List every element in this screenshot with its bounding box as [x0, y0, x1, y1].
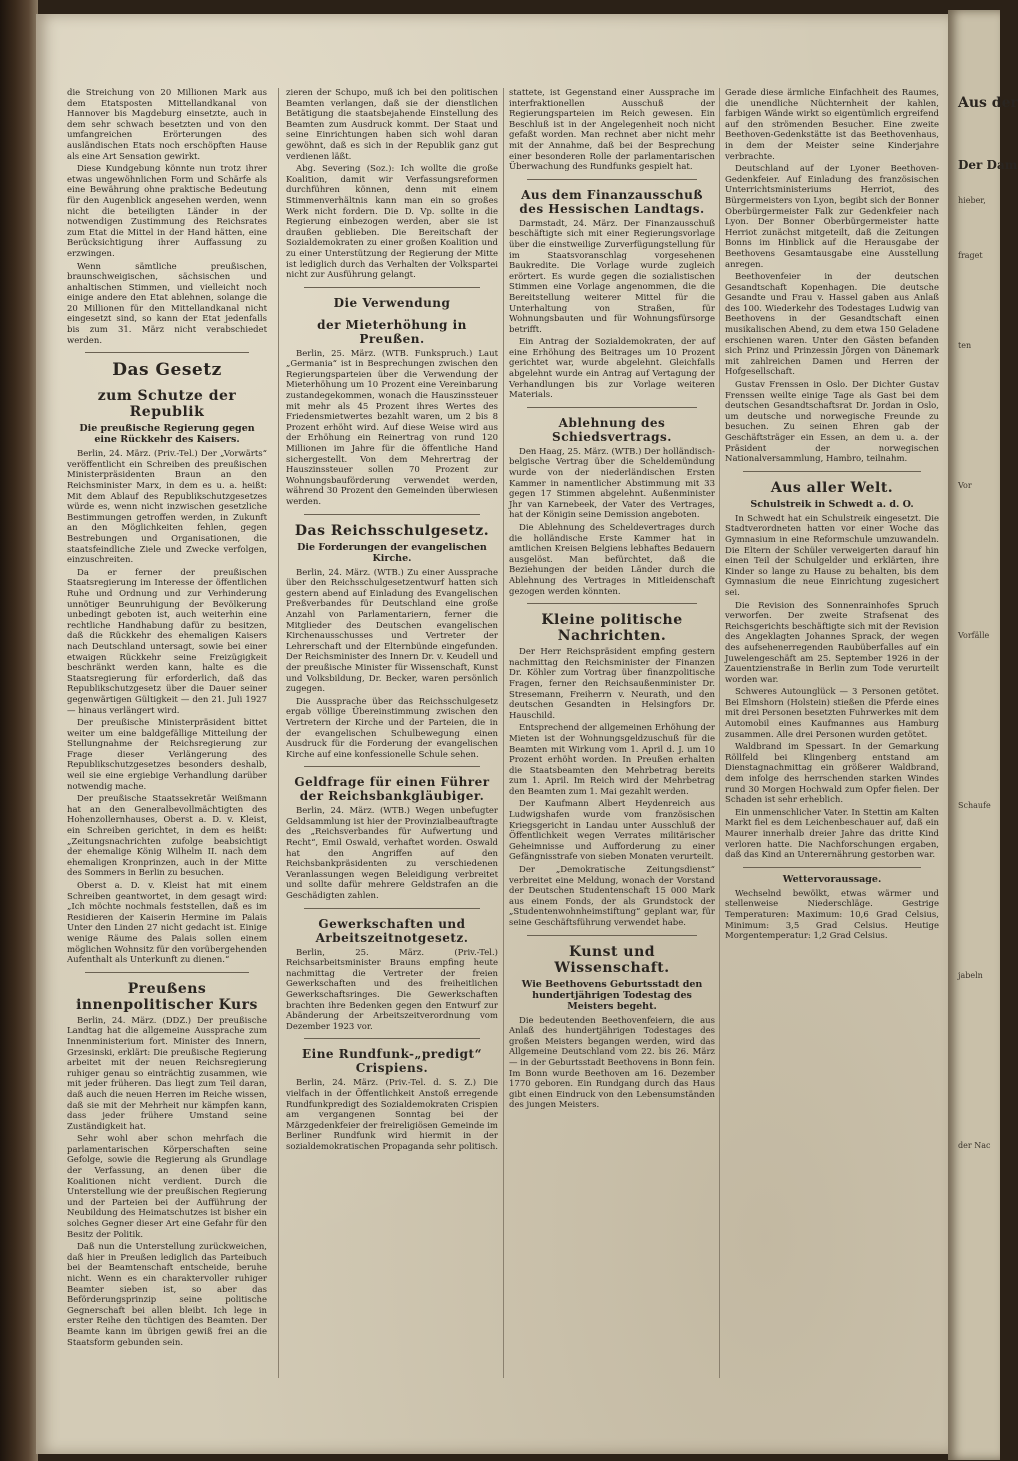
article-text: Entsprechend der allgemeinen Erhöhung der Mieten ist der Wohnungsgeldzuschuß für die Beamten mit Wirkung vom 1. April d. J. um 10 Prozent erhöht worden. In Preußen erhalten die Staatsbeamten den Mehrbetrag bereits zum 1. April. Im Reich wird der Mehrbetrag den Beamten zum 1. Mai gezahlt werden.	[509, 723, 715, 797]
adjacent-heading-2: Der Dam	[958, 158, 1018, 172]
adjacent-fragment: Schaufe	[958, 801, 991, 810]
article-divider	[304, 908, 480, 909]
headline: Geldfrage für einen Führer der Reichsbankgläubiger.	[294, 775, 490, 804]
article-text: Gerade diese ärmliche Einfachheit des Raumes, die unendliche Nüchternheit der kahlen, farbigen Wände wirkt so eigentümlich ergreifend auf den strömenden Besucher. Eine zweite Beethoven-Gedenkstätte ist das Beethovenhaus, in dem der Meister seine Kinderjahre verbrachte.	[725, 88, 939, 162]
headline: Das Gesetz	[112, 360, 222, 381]
headline: Aus dem Finanzausschuß des Hessischen Landtags.	[519, 187, 705, 216]
article-text: Die Revision des Sonnenrainhofes Spruch verworfen. Der zweite Strafsenat des Reichsgerichts beschäftigte sich mit der Revision des Angeklagten Johannes Sprack, der wegen des aufsehenerregenden Raubüberfalles auf ein Juwelengeschäft am 25. September 1926 in der Zauentzienstraße in Berlin zum Tode verurteilt worden war.	[725, 600, 939, 685]
article-text: Darmstadt, 24. März. Der Finanzausschuß beschäftigte sich mit einer Regierungsvorlage über die einstweilige Zurverfügungstellung für im Staatsvoranschlag vorgesehenen Baukredite. Die Vorlage wurde zugleich erörtert. Es wurde gegen die sozialistischen Stimmen eine Vorlage angenommen, die die Bereitstellung weiterer Mittel für die Unterhaltung von Straßen, für Wohnungsbauten und für Wohnungsfürsorge betrifft.	[509, 218, 715, 335]
adjacent-fragment: der Nac	[958, 1141, 991, 1150]
article-divider	[527, 407, 697, 408]
article-divider	[85, 972, 249, 973]
article-text: Berlin, 24. März. (Priv.-Tel.) Der „Vorwärts“ veröffentlicht ein Schreiben des preußischen Ministerpräsidenten Braun an den Reichsminister Marx, in dem es u. a. heißt: Mit dem Ablauf des Republikschutzgesetzes würde es, wenn nicht inzwischen gesetzliche Bestimmungen getroffen werden, in Zukunft an den Möglichkeiten fehlen, gegen Bestrebungen und Organisationen, die staatsfeindliche Ziele und Zwecke verfolgen, einzuschreiten.	[67, 449, 267, 566]
article-divider	[743, 867, 921, 868]
article-text: Wenn sämtliche preußischen, braunschweigischen, sächsischen und anhaltischen Stimmen, und vielleicht noch einige andere den Etat ablehnen, solange die 20 Millionen für den Mittellandkanal nicht eingesetzt sind, so kann der Etat jedenfalls bis zum 31. März nicht verabschiedet werden.	[67, 261, 267, 346]
article-divider	[527, 179, 697, 180]
article-text: Schweres Autounglück — 3 Personen getötet. Bei Elmshorn (Holstein) stießen die Pferde eines mit drei Personen besetzten Fuhrwerkes mit dem Automobil eines Kaufmannes aus Hamburg zusammen. Alle drei Personen wurden getötet.	[725, 687, 939, 740]
article-text: Ein unmenschlicher Vater. In Stettin am Kalten Markt fiel es dem Leichenbeschauer auf, daß ein Maurer innerhalb dreier Jahre das dritte Kind verloren hatte. Die Nachforschungen ergaben, daß das Kind an Unterernährung gestorben war.	[725, 807, 939, 861]
headline: Preußens innenpolitischer Kurs	[76, 980, 258, 1013]
article-text: Der preußische Ministerpräsident bittet weiter um eine baldgefällige Mitteilung der Stellungnahme der Reichsregierung zur Frage dieser Verlängerung des Republikschutzgesetzes besonders deshalb, weil sie eine ergiebige Verhandlung darüber notwendig mache.	[67, 718, 267, 792]
subheadline: Die preußische Regierung gegen eine Rückkehr des Kaisers.	[79, 423, 255, 446]
headline: Die Verwendung	[333, 295, 451, 310]
article-text: die Streichung von 20 Millionen Mark aus dem Etatsposten Mittellandkanal von Hannover bis Magdeburg einsetzte, auch in dem sehr schwach besetzten und von den umfangreichen Erörterungen des ausländischen Etats noch erschöpften Hause als eine Art Sensation gewirkt.	[67, 88, 267, 162]
article-divider	[304, 1038, 480, 1039]
subheadline: Wie Beethovens Geburtsstadt den hundertjährigen Todestag des Meisters begeht.	[521, 978, 703, 1012]
article-text: Diese Kundgebung könnte nun trotz ihrer etwas ungewöhnlichen Form und Schärfe als eine Bewährung ohne praktische Bedeutung für den Augenblick angesehen werden, wenn nicht die beteiligten Länder in der notwendigen Zustimmung des Reichsrates zum Etat die Mittel in der Hand hätten, eine Berücksichtigung ihrer Auffassung zu erzwingen.	[67, 164, 267, 259]
article-text: Sehr wohl aber schon mehrfach die parlamentarischen Körperschaften seine Gefolge, sowie die Regierung als Grundlage der Verfassung, an denen über die Koalitionen nicht verdient. Durch die Unterstellung wie der preußischen Regierung und der Parteien bei der Aufführung der Neubildung des Heimatschutzes ist bisher ein solches Gegner dieser Art eine Gefahr für den Besitz der Politik.	[67, 1134, 267, 1240]
adjacent-fragment: hieber,	[958, 196, 986, 205]
article-text: Berlin, 25. März. (Priv.-Tel.) Reichsarbeitsminister Brauns empfing heute nachmittag die Vertreter der freien Gewerkschaften und des freiheitlichen Gewerkschaftsringes. Die Gewerkschaften brachten ihre Bedenken gegen den Entwurf zur Abänderung der Arbeitszeitverordnung vom Dezember 1923 vor.	[286, 947, 498, 1032]
article-text: Der Herr Reichspräsident empfing gestern nachmittag den Reichsminister der Finanzen Dr. Köhler zum Vortrag über finanzpolitische Fragen, ferner den Reichsaußenminister Dr. Stresemann, Freiherrn v. Neurath, und den deutschen Gesandten in Helsingfors Dr. Hauschild.	[509, 647, 715, 721]
article-divider	[304, 766, 480, 767]
article-divider	[743, 471, 921, 472]
article-text: zieren der Schupo, muß ich bei den politischen Beamten verlangen, daß sie der dienstlichen Betätigung die staatsbejahende Einstellung des Beamten zum Ausdruck kommt. Der Staat und seine Einrichtungen haben sich wohl daran gewöhnt, daß es sich in der Republik ganz gut verdienen läßt.	[286, 88, 498, 162]
article-text: In Schwedt hat ein Schulstreik eingesetzt. Die Stadtverordneten hatten vor einer Woche das Gymnasium in eine Reformschule umzuwandeln. Die Eltern der Schüler verweigerten darauf hin einen Teil der Schulgelder und erklärten, ihre Kinder so lange zu Hause zu behalten, bis dem Gymnasium die neue Einrichtung zugesichert sei.	[725, 513, 939, 598]
headline: Ablehnung des Schiedsvertrags.	[552, 415, 672, 444]
subheadline: Wettervoraussage.	[782, 873, 882, 885]
column-2	[286, 88, 498, 1428]
article-text: stattete, ist Gegenstand einer Aussprache im interfraktionellen Ausschuß der Regierungsparteien im Reich gewesen. Ein Beschluß ist in der Angelegenheit noch nicht gefaßt worden. Man rechnet aber nicht mehr mit der Annahme, daß bei der Besprechung einer besonderen Rolle der parlamentarischen Überwachung des Rundfunks gespielt hat.	[509, 88, 715, 173]
article-text: Der Kaufmann Albert Heydenreich aus Ludwigshafen wurde vom französischen Kriegsgericht in Landau unter Ausschluß der Öffentlichkeit wegen Verrates militärischer Geheimnisse und Aufforderung zu einer Gefängnisstrafe von sieben Monaten verurteilt.	[509, 799, 715, 863]
column-3	[509, 88, 715, 1428]
adjacent-fragment: fraget	[958, 251, 983, 260]
column-divider	[278, 88, 279, 1378]
article-text: Berlin, 24. März. (WTB.) Zu einer Aussprache über den Reichsschulgesetzentwurf hatten sich gestern abend auf Einladung des Evangelischen Preßverbandes für Deutschland eine große Anzahl von Parlamentariern, ferner die Mitglieder des Deutschen evangelischen Kirchenausschusses und Vertreter der Lehrerschaft und der Elternbünde eingefunden. Der Reichsminister des Innern Dr. v. Keudell und der preußische Minister für Wissenschaft, Kunst und Volksbildung, Dr. Becker, waren persönlich zugegen.	[286, 567, 498, 695]
article-text: Berlin, 25. März. (WTB. Funkspruch.) Laut „Germania“ ist in Besprechungen zwischen den Regierungsparteien über die Verwendung der Mieterhöhung um 10 Prozent eine Vereinbarung zustandegekommen, wonach die Hauszinssteuer mit mehr als 45 Prozent ihres Wertes des Friedensmietwertes bezahlt waren, um 2 bis 8 Prozent erhöht wird. Auf diese Weise wird aus der Erhöhung ein Reinertrag von rund 120 Millionen im Jahre für die öffentliche Hand sichergestellt. Von dem Mehrertrag der Hauszinssteuer sollen 70 Prozent zur Wohnungsbauförderung verwendet werden, während 30 Prozent den Gemeinden überwiesen werden.	[286, 348, 498, 507]
article-divider	[304, 287, 480, 288]
column-1	[67, 88, 267, 1428]
adjacent-page-edge	[948, 10, 1018, 1460]
headline: Aus aller Welt.	[770, 479, 894, 496]
headline: Gewerkschaften und Arbeitszeitnotgesetz.	[315, 916, 469, 945]
subheadline: Die Forderungen der evangelischen Kirche.	[297, 541, 487, 564]
article-text: Daß nun die Unterstellung zurückweichen, daß hier in Preußen lediglich das Parteibuch bei der Beamtenschaft entscheide, beruhe nicht. Wenn es ein charaktervoller ruhiger Beamter sieben ist, so aber das Beförderungsprinzip seine politische Gegnerschaft bei allen bleibt. Ich lege in erster Reihe den tüchtigen des Beamten. Der Beamte kann im übrigen gewiß frei an die Staatsform gebunden sein.	[67, 1242, 267, 1348]
article-text: Berlin, 24. März. (WTB.) Wegen unbefugter Geldsammlung ist hier der Provinzialbeauftragte des „Reichsverbandes für Aufwertung und Recht“, Emil Oswald, verhaftet worden. Oswald hat den Angriffen auf den Reichsbankpräsidenten zu verschiedenen Veranlassungen wegen Beleidigung verbreitet und sollte dafür mehrere Geldstrafen an die Geschädigten zahlen.	[286, 806, 498, 902]
article-text: Waldbrand im Spessart. In der Gemarkung Röllfeld bei Klingenberg entstand am Dienstagnachmittag ein größerer Waldbrand, dem infolge des herrschenden starken Windes rund 30 Morgen Hochwald zum Opfer fielen. Der Schaden ist sehr erheblich.	[725, 742, 939, 806]
article-text: Wechselnd bewölkt, etwas wärmer und stellenweise Niederschläge. Gestrige Temperaturen: Maximum: 10,6 Grad Celsius, Minimum: 3,5 Grad Celsius. Heutige Morgentemperatur: 1,2 Grad Celsius.	[725, 888, 939, 942]
book-binding	[0, 0, 38, 1461]
article-text: Den Haag, 25. März. (WTB.) Der holländisch-belgische Vertrag über die Scheldemündung wurde von der niederländischen Ersten Kammer in namentlicher Abstimmung mit 33 gegen 17 Stimmen abgelehnt. Außenminister Jhr van Karnebeek, der Vater des Vertrages, hat der Königin seine Demission angeboten.	[509, 446, 715, 521]
article-text: Beethovenfeier in der deutschen Gesandtschaft Kopenhagen. Die deutsche Gesandte und Frau v. Hassel gaben aus Anlaß des 100. Wiederkehr des Todestages Ludwig van Beethovens in der Gesandtschaft einen musikalischen Abend, zu dem etwa 150 Geladene erschienen waren. Unter den Gästen befanden sich Prinz und Prinzessin Jörgen von Dänemark mit zahlreichen Damen und Herren der Hofgesellschaft.	[725, 272, 939, 378]
adjacent-fragment: Vor	[958, 481, 972, 490]
article-text: Abg. Severing (Soz.): Ich wollte die große Koalition, damit wir Verfassungsreformen durchführen können, denn mit einem Stimmenverhältnis kann man ein so großes Werk nicht fordern. Die D. Vp. sollte in die Regierung einbezogen werden, aber sie ist draußen geblieben. Die Bereitschaft der Sozialdemokraten zu einer großen Koalition und zu einer Unterstützung der Regierung der Mitte ist lediglich durch das Verhalten der Volkspartei nicht zur Ausführung gelangt.	[286, 164, 498, 281]
article-divider	[304, 514, 480, 515]
article-divider	[85, 352, 249, 353]
article-text: Die Ablehnung des Scheldevertrages durch die holländische Erste Kammer hat in amtlichen Kreisen Belgiens lebhaftes Bedauern ausgelöst. Man befürchtet, daß die Beziehungen der beiden Länder durch die Ablehnung des Vertrages in Mitleidenschaft gezogen werden könnten.	[509, 523, 715, 597]
adjacent-heading-1: Aus der	[958, 95, 1018, 111]
adjacent-fragment: ten	[958, 341, 972, 350]
adjacent-fragment: Vorfälle	[958, 631, 990, 640]
article-text: Die bedeutenden Beethovenfeiern, die aus Anlaß des hundertjährigen Todestages des großen Meisters begangen werden, wird das Allgemeine Deutschland vom 22. bis 26. März — in der Geburtsstadt Beethovens in Bonn fein. Im Bonn wurde Beethoven am 16. Dezember 1770 geboren. Ein Rundgang durch das Haus gibt einen Eindruck von den Lebensumständen des jungen Meisters.	[509, 1015, 715, 1111]
headline: der Mieterhöhung in Preußen.	[317, 317, 467, 346]
article-text: Berlin, 24. März. (DDZ.) Der preußische Landtag hat die allgemeine Aussprache zum Innenministerium fort. Minister des Innern, Grzesinski, erklärt: Die preußische Regierung arbeitet mit der neuen Reichsregierung ruhiger genau so einträchtig zusammen, wie mit jeder früheren. Das liegt zum Teil daran, daß auch die neuen Herren im Reiche wissen, daß sie mit der Mehrheit nur kämpfen kann, dass jeder frühere Umstand seine Zuständigkeit hat.	[67, 1015, 267, 1132]
article-text: Oberst a. D. v. Kleist hat mit einem Schreiben geantwortet, in dem gesagt wird: „Ich möchte nochmals feststellen, daß es im Residieren der Kaiserin Hermine im Palais Unter den Linden 27 nicht gedacht ist. Einige wenige Räume des Palais sollen einem möglichen Wohnsitz für den vorübergehenden Aufenthalt als Unterkunft zu dienen.“	[67, 881, 267, 966]
article-text: Gustav Frenssen in Oslo. Der Dichter Gustav Frenssen weilte einige Tage als Gast bei dem deutschen Gesandtschaftsrat Dr. Jordan in Oslo, um deutsche und norwegische Freunde zu besuchen. Zu seinen Ehren gab der Geschäftsträger ein Essen, an dem u. a. der Präsident der norwegischen Nationalversammlung, Hambro, teilnahm.	[725, 380, 939, 465]
article-text: Da er ferner der preußischen Staatsregierung im Interesse der öffentlichen Ruhe und Ordnung und zur Verhinderung unnötiger Beunruhigung der Bevölkerung unbedingt geboten ist, auch weiterhin eine rechtliche Handhabung dafür zu besitzen, daß die Rückkehr des ehemaligen Kaisers nach Deutschland untersagt, sowie bei einer etwaigen Rückkehr seine Freizügigkeit beschränkt werden kann, halte es die Staatsregierung für erforderlich, daß das Republikschutzgesetz über die Dauer seiner gegenwärtigen Gültigkeit — den 21. Juli 1927 — hinaus verlängert wird.	[67, 567, 267, 716]
article-text: Der preußische Staatssekretär Weißmann hat an den Generalbevollmächtigten des Hohenzollernhauses, Oberst a. D. v. Kleist, ein Schreiben gerichtet, in dem es heißt: „Zeitungsnachrichten zufolge beabsichtigt der ehemalige König Wilhelm II. nach dem ehemaligen Kronprinzen, auch in der Mitte des Sommers in Berlin zu besuchen.	[67, 794, 267, 879]
article-text: Der „Demokratische Zeitungsdienst“ verbreitet eine Meldung, wonach der Vorstand der Deutschen Studentenschaft 15 000 Mark aus einem Fonds, der als Grundstock der „Studentenwohnheimstiftung“ geplant war, für seine Geschäftsführung verwendet habe.	[509, 865, 715, 928]
headline: zum Schutze der Republik	[97, 388, 237, 421]
headline: Kunst und Wissenschaft.	[554, 943, 670, 976]
article-text: Ein Antrag der Sozialdemokraten, der auf eine Erhöhung des Beitrages um 10 Prozent gerichtet war, wurde abgelehnt. Gleichfalls abgelehnt wurde ein Antrag auf Vertagung der Verhandlungen bis zur Vorlage weiteren Materials.	[509, 337, 715, 401]
headline: Das Reichsschulgesetz.	[294, 522, 490, 539]
column-4	[725, 88, 939, 1428]
headline: Eine Rundfunk-„predigt“ Crispiens.	[301, 1047, 482, 1076]
article-text: Deutschland auf der Lyoner Beethoven-Gedenkfeier. Auf Einladung des französischen Unterrichtsministeriums Herriot, des Bürgermeisters von Lyon, begibt sich der Bonner Oberbürgermeister Falk zur Gedenkfeier nach Lyon. Der Bonner Oberbürgermeister hatte Herriot zunächst mitgeteilt, daß die Zeitungen Bonns im Hinblick auf die Herausgabe der Beethovens Gesamtausgabe eine Ausstellung anregen.	[725, 164, 939, 270]
article-divider	[527, 603, 697, 604]
column-divider	[719, 88, 720, 1378]
headline: Kleine politische Nachrichten.	[541, 612, 683, 645]
subheadline: Schulstreik in Schwedt a. d. O.	[750, 498, 914, 510]
column-divider	[503, 88, 504, 1378]
adjacent-fragment: jabeln	[958, 971, 983, 980]
article-text: Die Aussprache über das Reichsschulgesetz ergab völlige Übereinstimmung zwischen den Vertretern der Kirche und der Parteien, die in der evangelischen Schulbewegung einen Ausdruck für die Forderung der evangelischen Kirche auf eine konfessionelle Schule sehen.	[286, 696, 498, 760]
article-divider	[527, 935, 697, 936]
article-text: Berlin, 24. März. (Priv.-Tel. d. S. Z.) Die vielfach in der Öffentlichkeit Anstoß erregende Rundfunkpredigt des Sozialdemokraten Crispien am vergangenen Sonntag bei der Märzgedenkfeier der freireligiösen Gemeinde im Berliner Rundfunk wird hiermit in der sozialdemokratischen Propaganda sehr politisch.	[286, 1078, 498, 1152]
